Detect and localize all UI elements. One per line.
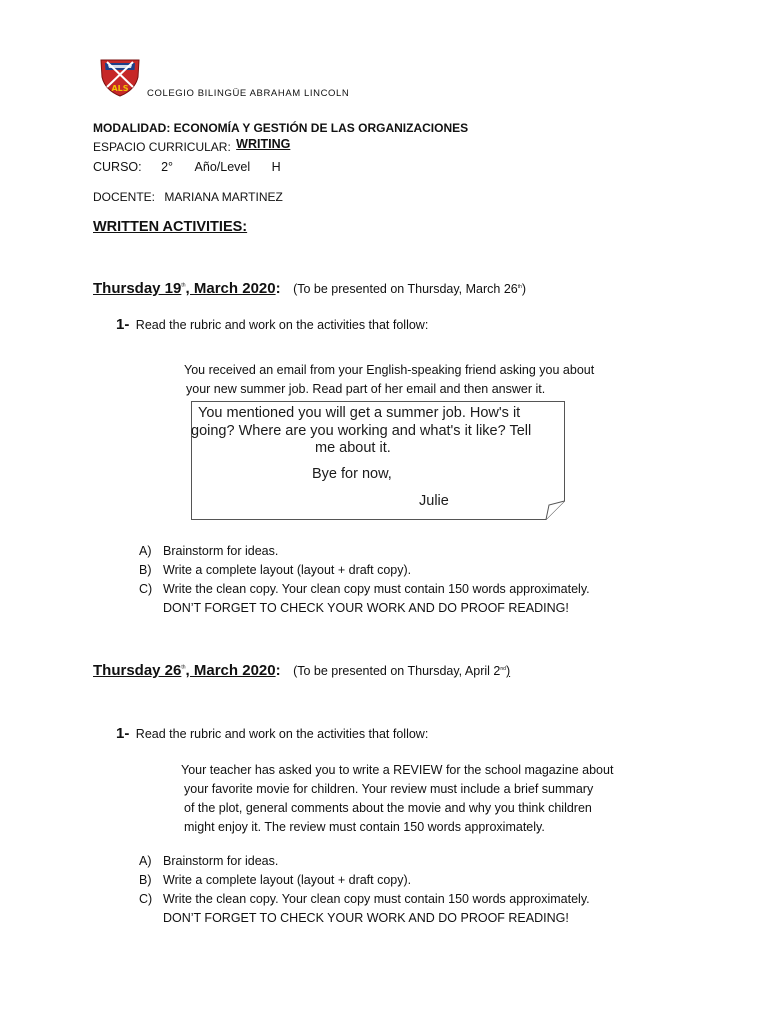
prompt-line: of the plot, general comments about the movie and why you think children: [184, 801, 592, 815]
item-number: 1-: [116, 725, 130, 742]
instruction-text: Read the rubric and work on the activities that follow:: [135, 318, 429, 332]
date-rest: , March 2020: [185, 280, 276, 297]
instruction-line: [116, 725, 428, 743]
deadline-close: ): [521, 282, 527, 296]
email-line: going? Where are you working and what's it like? Tell: [191, 423, 532, 439]
prompt-line: your favorite movie for children. Your review must include a brief summary: [184, 782, 594, 796]
prompt-paragraph: [184, 361, 594, 399]
curso-level: Año/Level: [194, 160, 251, 174]
curso-label: CURSO:: [93, 160, 142, 174]
instruction-line: [116, 316, 428, 334]
task-letter: B): [139, 873, 152, 887]
school-name: COLEGIO BILINGÜE ABRAHAM LINCOLN: [147, 88, 350, 99]
task-text: Brainstorm for ideas.: [163, 854, 279, 868]
deadline-close: ): [505, 664, 511, 678]
prompt-line: your new summer job. Read part of her email and then answer it.: [186, 382, 546, 396]
curso-value: 2°: [161, 160, 174, 174]
task-item: [139, 580, 590, 599]
section-date-heading: [93, 662, 510, 680]
espacio-line: [93, 137, 291, 154]
reminder-text: DON’T FORGET TO CHECK YOUR WORK AND DO PROOF READING!: [163, 911, 569, 925]
date-colon: :: [275, 280, 281, 297]
date-colon: :: [275, 662, 281, 679]
task-item: [139, 852, 590, 871]
task-item: [139, 542, 590, 561]
docente-line: [93, 190, 283, 204]
docente-value: MARIANA MARTINEZ: [164, 190, 283, 204]
task-letter: C): [139, 892, 153, 906]
email-line: me about it.: [315, 440, 391, 456]
docente-label: DOCENTE:: [93, 190, 156, 204]
curso-line: [93, 160, 281, 174]
email-line: You mentioned you will get a summer job. How's it: [198, 405, 521, 421]
deadline-suffix: nd: [500, 665, 506, 672]
task-letter: A): [139, 854, 152, 868]
email-signoff: Bye for now,: [312, 466, 392, 482]
task-item: [139, 890, 590, 909]
date-suffix: th: [181, 282, 186, 289]
prompt-line: Your teacher has asked you to write a REVIEW for the school magazine about: [181, 763, 614, 777]
page-title: WRITTEN ACTIVITIES:: [93, 219, 248, 235]
task-text: Write a complete layout (layout + draft copy).: [163, 873, 412, 887]
task-text: Write the clean copy. Your clean copy must contain 150 words approximately.: [163, 582, 590, 596]
date-main: Thursday 19: [93, 280, 182, 297]
date-main: Thursday 26: [93, 662, 182, 679]
task-list: [139, 542, 590, 618]
curso-division: H: [271, 160, 281, 174]
section-date-heading: [93, 280, 526, 298]
task-text: Write a complete layout (layout + draft copy).: [163, 563, 412, 577]
school-crest-icon: [99, 57, 141, 97]
prompt-paragraph: [181, 761, 613, 837]
task-list: [139, 852, 590, 928]
deadline-note: [293, 664, 510, 678]
reminder-text: DON’T FORGET TO CHECK YOUR WORK AND DO PROOF READING!: [163, 601, 569, 615]
deadline-suffix: th: [517, 283, 522, 290]
modalidad-value: ECONOMÍA Y GESTIÓN DE LAS ORGANIZACIONES: [173, 121, 469, 135]
task-text: Write the clean copy. Your clean copy must contain 150 words approximately.: [163, 892, 590, 906]
prompt-line: You received an email from your English-speaking friend asking you about: [184, 363, 595, 377]
item-number: 1-: [116, 316, 130, 333]
deadline-text: (To be presented on Thursday, April 2: [293, 664, 501, 678]
date-rest: , March 2020: [185, 662, 276, 679]
email-note: [191, 401, 565, 520]
instruction-text: Read the rubric and work on the activities that follow:: [135, 727, 429, 741]
task-text: Brainstorm for ideas.: [163, 544, 279, 558]
espacio-label: ESPACIO CURRICULAR:: [93, 140, 231, 154]
task-item: [139, 561, 590, 580]
task-letter: C): [139, 582, 153, 596]
task-item: [139, 871, 590, 890]
espacio-value: WRITING: [236, 137, 291, 151]
task-letter: B): [139, 563, 152, 577]
email-signature: Julie: [419, 493, 449, 509]
crest-letters: ALS: [111, 84, 129, 93]
task-letter: A): [139, 544, 152, 558]
deadline-text: (To be presented on Thursday, March 26: [293, 282, 518, 296]
prompt-line: might enjoy it. The review must contain 150 words approximately.: [184, 820, 545, 834]
deadline-note: [293, 282, 526, 296]
modalidad-line: [93, 121, 468, 135]
date-suffix: th: [181, 664, 186, 671]
modalidad-label: MODALIDAD:: [93, 121, 171, 135]
